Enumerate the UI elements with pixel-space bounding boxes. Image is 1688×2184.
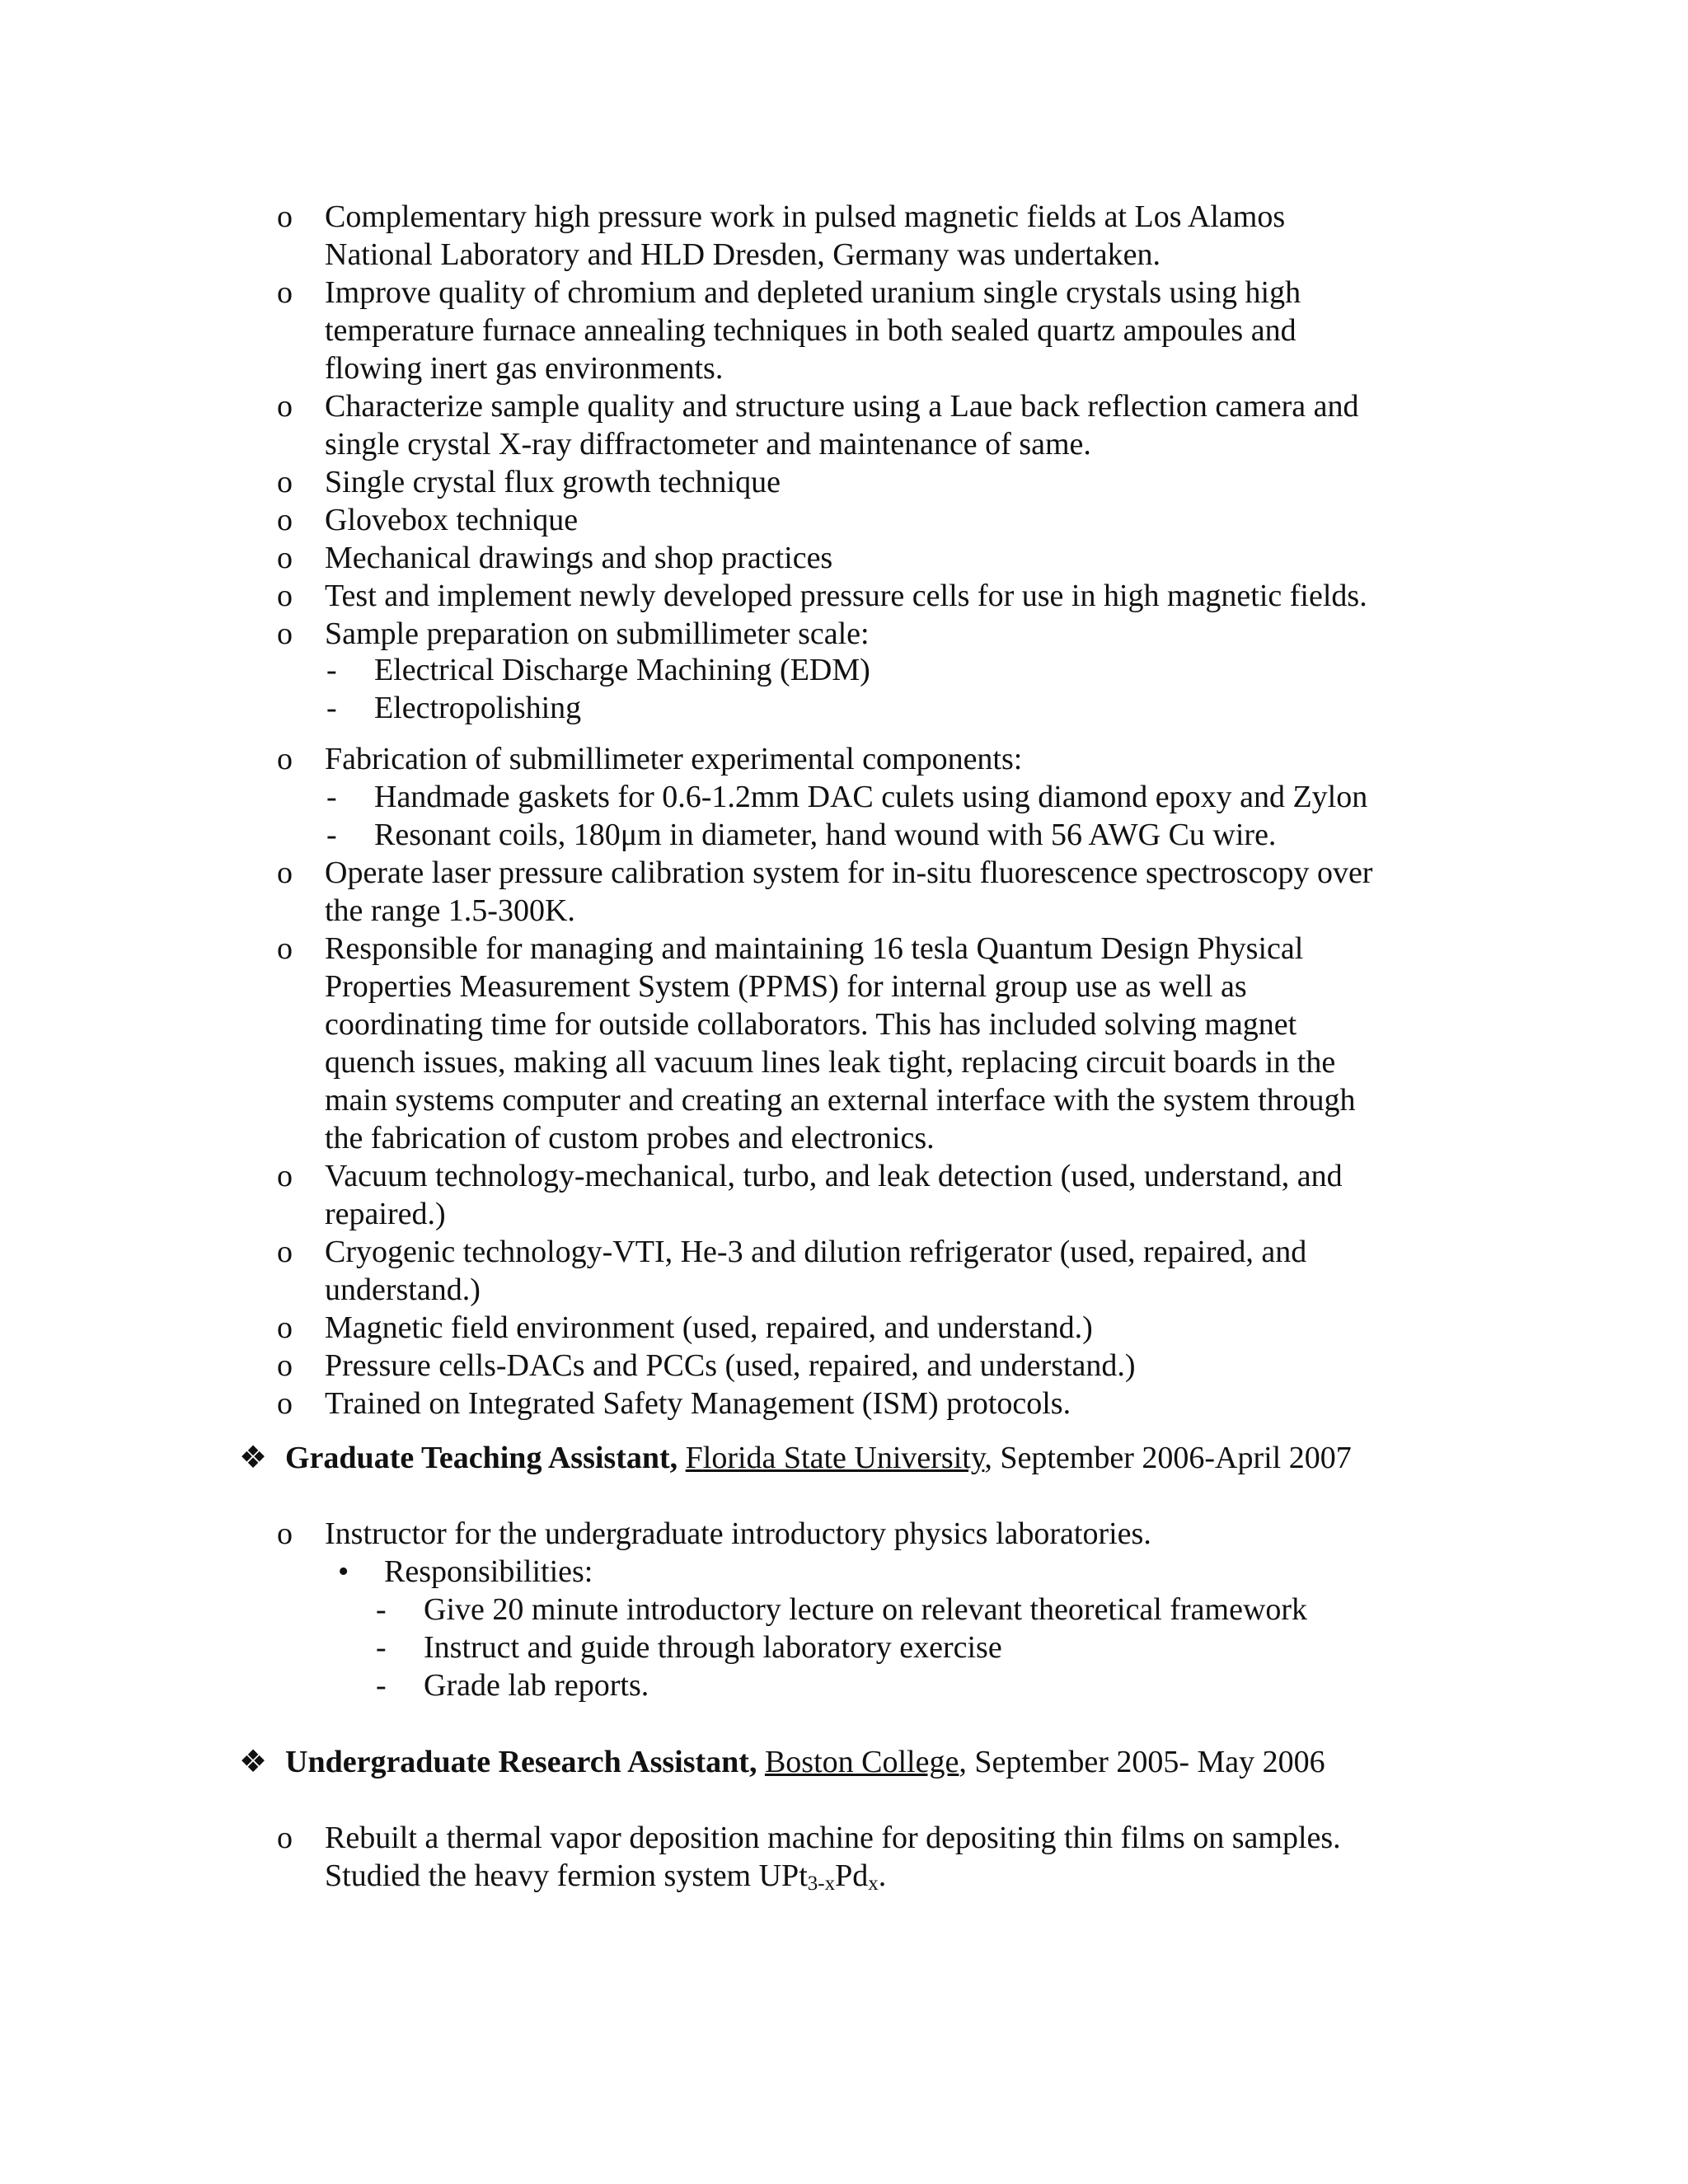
list-item xyxy=(277,274,1479,387)
circle-bullet: o xyxy=(277,931,293,966)
responsibilities-label: Responsibilities: xyxy=(384,1554,593,1589)
list-item-line: main systems computer and creating an external interface with the system through xyxy=(325,1083,1356,1118)
position-title: Graduate Teaching Assistant, xyxy=(285,1441,678,1475)
list-item-line: Glovebox technique xyxy=(325,503,579,537)
list-item xyxy=(277,198,1479,274)
circle-bullet: o xyxy=(277,1159,293,1193)
sub-list-item xyxy=(376,1629,1578,1666)
list-item xyxy=(277,539,1479,577)
sub-list-item xyxy=(326,778,1528,816)
list-item-line: Sample preparation on submillimeter scale: xyxy=(325,616,870,651)
list-item-line: single crystal X-ray diffractometer and maintenance of same. xyxy=(325,427,1091,462)
circle-bullet: o xyxy=(277,616,293,651)
list-item-line: National Laboratory and HLD Dresden, Germany was undertaken. xyxy=(325,237,1161,272)
round-bullet: • xyxy=(338,1554,349,1589)
circle-bullet: o xyxy=(277,1310,293,1345)
list-item-line: flowing inert gas environments. xyxy=(325,351,724,386)
formula-subscript-1: 3-x xyxy=(807,1872,836,1895)
position-dates: , September 2006-April 2007 xyxy=(984,1441,1352,1475)
list-item-line: Trained on Integrated Safety Management (ISM) protocols. xyxy=(325,1386,1071,1421)
list-item xyxy=(277,577,1479,615)
position-title: Undergraduate Research Assistant, xyxy=(285,1745,757,1779)
formula-subscript-2: x xyxy=(868,1872,879,1895)
sub-list-item xyxy=(326,651,1528,689)
list-item xyxy=(277,463,1479,501)
dash-bullet: - xyxy=(326,691,337,725)
sub-list-text: Grade lab reports. xyxy=(424,1668,649,1703)
list-item-line: Test and implement newly developed pressure cells for use in high magnetic fields. xyxy=(325,579,1367,613)
list-item-line: Properties Measurement System (PPMS) for internal group use as well as xyxy=(325,969,1247,1004)
dash-bullet: - xyxy=(326,653,337,687)
sub-list-text: Handmade gaskets for 0.6-1.2mm DAC culets using diamond epoxy and Zylon xyxy=(374,780,1368,814)
sub-list-item xyxy=(376,1591,1578,1629)
gta-item-text: Instructor for the undergraduate introductory physics laboratories. xyxy=(325,1516,1151,1551)
circle-bullet: o xyxy=(277,275,293,310)
list-item-line: repaired.) xyxy=(325,1197,446,1231)
organization-name: Florida State University xyxy=(685,1441,985,1475)
list-item-line: temperature furnace annealing techniques in both sealed quartz ampoules and xyxy=(325,313,1296,348)
sub-list-text: Electrical Discharge Machining (EDM) xyxy=(374,653,870,687)
circle-bullet: o xyxy=(277,855,293,890)
circle-bullet: o xyxy=(277,742,293,776)
list-item-line: Complementary high pressure work in pulsed magnetic fields at Los Alamos xyxy=(325,199,1286,234)
sub-list-item xyxy=(326,689,1528,727)
ura-item-line-2 xyxy=(325,1857,1479,1895)
list-item-line: Cryogenic technology-VTI, He-3 and dilution refrigerator (used, repaired, and xyxy=(325,1235,1307,1269)
organization-name: Boston College xyxy=(764,1745,959,1779)
list-item xyxy=(277,930,1479,1157)
list-item-line: Magnetic field environment (used, repaired, and understand.) xyxy=(325,1310,1093,1345)
list-item-line: Single crystal flux growth technique xyxy=(325,465,781,499)
dash-bullet: - xyxy=(376,1630,387,1665)
list-item-line: quench issues, making all vacuum lines leak tight, replacing circuit boards in the xyxy=(325,1045,1336,1080)
circle-bullet: o xyxy=(277,579,293,613)
list-item-line: Responsible for managing and maintaining 16 tesla Quantum Design Physical xyxy=(325,931,1304,966)
formula-end: . xyxy=(878,1858,887,1893)
circle-bullet: o xyxy=(277,199,293,234)
sub-list-item xyxy=(326,816,1528,854)
list-item xyxy=(277,1347,1479,1385)
ura-item xyxy=(277,1819,1479,1895)
dash-bullet: - xyxy=(376,1592,387,1627)
circle-bullet: o xyxy=(277,503,293,537)
position-heading-gta xyxy=(239,1439,1522,1477)
circle-bullet: o xyxy=(277,389,293,424)
list-item xyxy=(277,854,1479,930)
sub-list-text: Give 20 minute introductory lecture on relevant theoretical framework xyxy=(424,1592,1308,1627)
list-item-line: understand.) xyxy=(325,1272,481,1307)
sub-list-text: Instruct and guide through laboratory exercise xyxy=(424,1630,1002,1665)
dash-bullet: - xyxy=(326,818,337,852)
list-item-line: Improve quality of chromium and depleted uranium single crystals using high xyxy=(325,275,1301,310)
fabrication-item xyxy=(277,740,1479,778)
position-dates: , September 2005- May 2006 xyxy=(959,1745,1325,1779)
formula-prefix: Studied the heavy fermion system UPt xyxy=(325,1858,808,1893)
list-item-line: Characterize sample quality and structure using a Laue back reflection camera and xyxy=(325,389,1359,424)
list-item xyxy=(277,1309,1479,1347)
diamond-bullet-icon: ❖ xyxy=(239,1441,268,1475)
list-item xyxy=(277,387,1479,463)
sub-list-text: Resonant coils, 180μm in diameter, hand wound with 56 AWG Cu wire. xyxy=(374,818,1277,852)
ura-item-line-1: Rebuilt a thermal vapor deposition machine for depositing thin films on samples. xyxy=(325,1821,1341,1855)
dash-bullet: - xyxy=(326,780,337,814)
list-item xyxy=(277,1233,1479,1309)
circle-bullet: o xyxy=(277,465,293,499)
list-item xyxy=(277,615,1479,653)
list-item xyxy=(277,501,1479,539)
list-item-line: the fabrication of custom probes and electronics. xyxy=(325,1121,935,1155)
circle-bullet: o xyxy=(277,1821,293,1855)
list-item-line: Mechanical drawings and shop practices xyxy=(325,541,833,575)
dash-bullet: - xyxy=(376,1668,387,1703)
list-item-line: coordinating time for outside collaborators. This has included solving magnet xyxy=(325,1007,1297,1042)
circle-bullet: o xyxy=(277,541,293,575)
list-item-line: Pressure cells-DACs and PCCs (used, repaired, and understand.) xyxy=(325,1348,1136,1383)
gta-responsibilities xyxy=(338,1553,1538,1591)
circle-bullet: o xyxy=(277,1348,293,1383)
circle-bullet: o xyxy=(277,1516,293,1551)
list-item xyxy=(277,1157,1479,1233)
list-item-line: the range 1.5-300K. xyxy=(325,893,575,928)
list-item xyxy=(277,1385,1479,1422)
gta-item xyxy=(277,1515,1479,1553)
list-item-line: Vacuum technology-mechanical, turbo, and leak detection (used, understand, and xyxy=(325,1159,1343,1193)
formula-element: Pd xyxy=(835,1858,869,1893)
diamond-bullet-icon: ❖ xyxy=(239,1745,268,1779)
sub-list-text: Electropolishing xyxy=(374,691,582,725)
circle-bullet: o xyxy=(277,1235,293,1269)
circle-bullet: o xyxy=(277,1386,293,1421)
list-item-line: Operate laser pressure calibration system for in-situ fluorescence spectroscopy over xyxy=(325,855,1373,890)
fabrication-text: Fabrication of submillimeter experimental components: xyxy=(325,742,1023,776)
sub-list-item xyxy=(376,1666,1578,1704)
position-heading-ura xyxy=(239,1743,1522,1781)
